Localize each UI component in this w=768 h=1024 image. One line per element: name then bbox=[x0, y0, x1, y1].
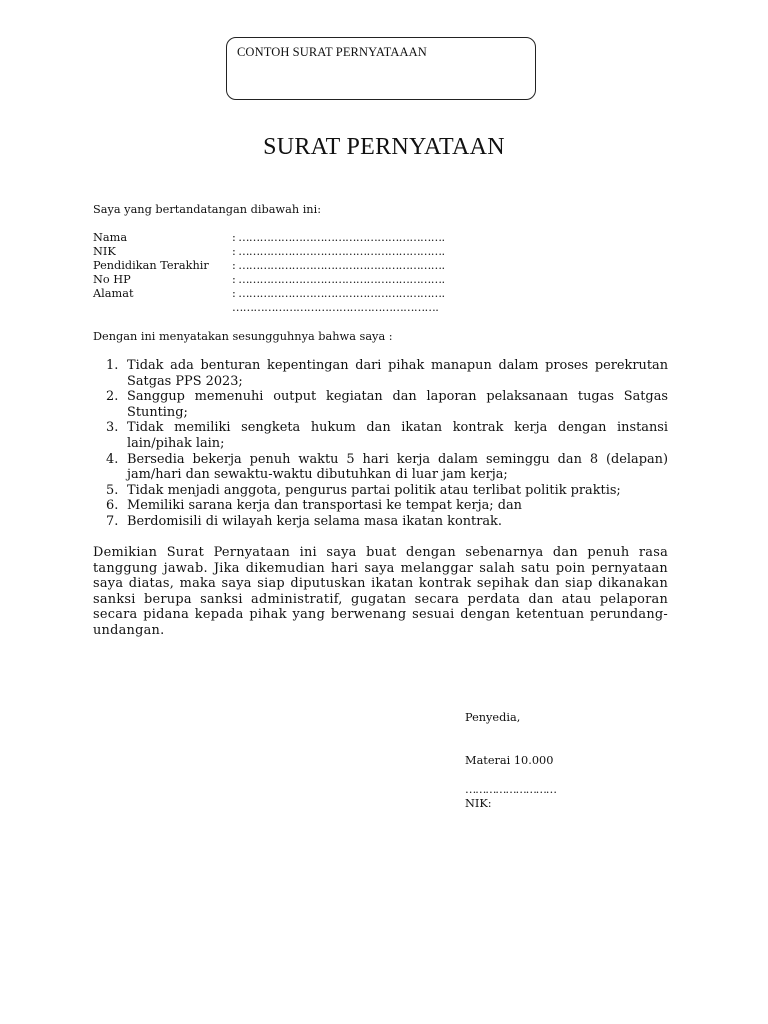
field-row-pendidikan bbox=[93, 259, 444, 273]
field-row-alamat bbox=[93, 287, 444, 301]
closing-paragraph: Demikian Surat Pernyataan ini saya buat dengan sebenarnya dan penuh rasa tanggung jawab. Jika dikemudian hari saya melanggar salah satu poin pernyataan saya diatas, maka saya siap diputuskan ikatan kontrak sepihak dan siap dikanakan sanksi berupa sanksi administratif, gugatan secara perdata dan atau pelaporan secara pidana kepada pihak yang berwenang sesuai dengan ketentuan perundang-undangan. bbox=[93, 545, 668, 638]
signature-nik: NIK: bbox=[465, 797, 492, 810]
field-value: : …………………………………………………. bbox=[232, 245, 445, 258]
field-label: NIK bbox=[93, 245, 116, 258]
statement-list bbox=[93, 358, 668, 530]
signature-line: ……………………… bbox=[465, 783, 556, 796]
field-label: Alamat bbox=[93, 287, 134, 300]
field-label bbox=[93, 301, 232, 315]
list-item-number: 4. bbox=[106, 451, 119, 467]
field-value: : …………………………………………………. bbox=[232, 259, 445, 272]
field-value: : …………………………………………………. bbox=[232, 287, 445, 300]
field-label: Pendidikan Terakhir bbox=[93, 259, 209, 272]
field-row-nik bbox=[93, 245, 444, 259]
field-value: …………………………………………………. bbox=[232, 301, 439, 314]
field-value: : …………………………………………………. bbox=[232, 273, 445, 286]
list-item bbox=[93, 514, 668, 530]
list-item bbox=[93, 483, 668, 499]
field-label: Nama bbox=[93, 231, 128, 244]
list-item-text: Berdomisili di wilayah kerja selama masa ikatan kontrak. bbox=[127, 513, 502, 529]
list-item bbox=[93, 420, 668, 451]
header-box-label: CONTOH SURAT PERNYATAAAN bbox=[237, 45, 427, 59]
list-item-number: 2. bbox=[106, 389, 119, 405]
list-item bbox=[93, 452, 668, 483]
list-item-number: 7. bbox=[106, 513, 119, 529]
field-row-nama bbox=[93, 231, 444, 245]
document-title: SURAT PERNYATAAN bbox=[263, 134, 505, 160]
list-item-number: 5. bbox=[106, 482, 119, 498]
list-item-number: 6. bbox=[106, 498, 119, 514]
signature-role: Penyedia, bbox=[465, 711, 521, 724]
list-item-text: Tidak memiliki sengketa hukum dan ikatan kontrak kerja dengan instansi lain/pihak lain; bbox=[127, 420, 668, 451]
field-value: : …………………………………………………. bbox=[232, 231, 445, 244]
list-item-number: 3. bbox=[106, 420, 119, 436]
list-item-text: Sanggup memenuhi output kegiatan dan laporan pelaksanaan tugas Satgas Stunting; bbox=[127, 389, 668, 420]
list-item bbox=[93, 389, 668, 420]
list-item-text: Bersedia bekerja penuh waktu 5 hari kerja dalam seminggu dan 8 (delapan) jam/hari dan sewaktu-waktu dibutuhkan di luar jam kerja; bbox=[127, 451, 668, 483]
identity-fields bbox=[93, 231, 444, 315]
field-row-alamat-continued bbox=[93, 301, 444, 315]
list-item-text: Tidak menjadi anggota, pengurus partai politik atau terlibat politik praktis; bbox=[127, 482, 621, 498]
list-item-number: 1. bbox=[106, 358, 119, 373]
header-box bbox=[226, 37, 536, 100]
field-label: No HP bbox=[93, 273, 131, 286]
list-item bbox=[93, 498, 668, 514]
field-row-no-hp bbox=[93, 273, 444, 287]
statement-intro: Dengan ini menyatakan sesungguhnya bahwa saya : bbox=[93, 330, 393, 343]
list-item bbox=[93, 358, 668, 389]
intro-text: Saya yang bertandatangan dibawah ini: bbox=[93, 203, 322, 216]
list-item-text: Memiliki sarana kerja dan transportasi ke tempat kerja; dan bbox=[127, 498, 522, 514]
list-item-text: Tidak ada benturan kepentingan dari pihak manapun dalam proses perekrutan Satgas PPS 2023; bbox=[127, 358, 668, 389]
signature-stamp: Materai 10.000 bbox=[465, 754, 554, 767]
